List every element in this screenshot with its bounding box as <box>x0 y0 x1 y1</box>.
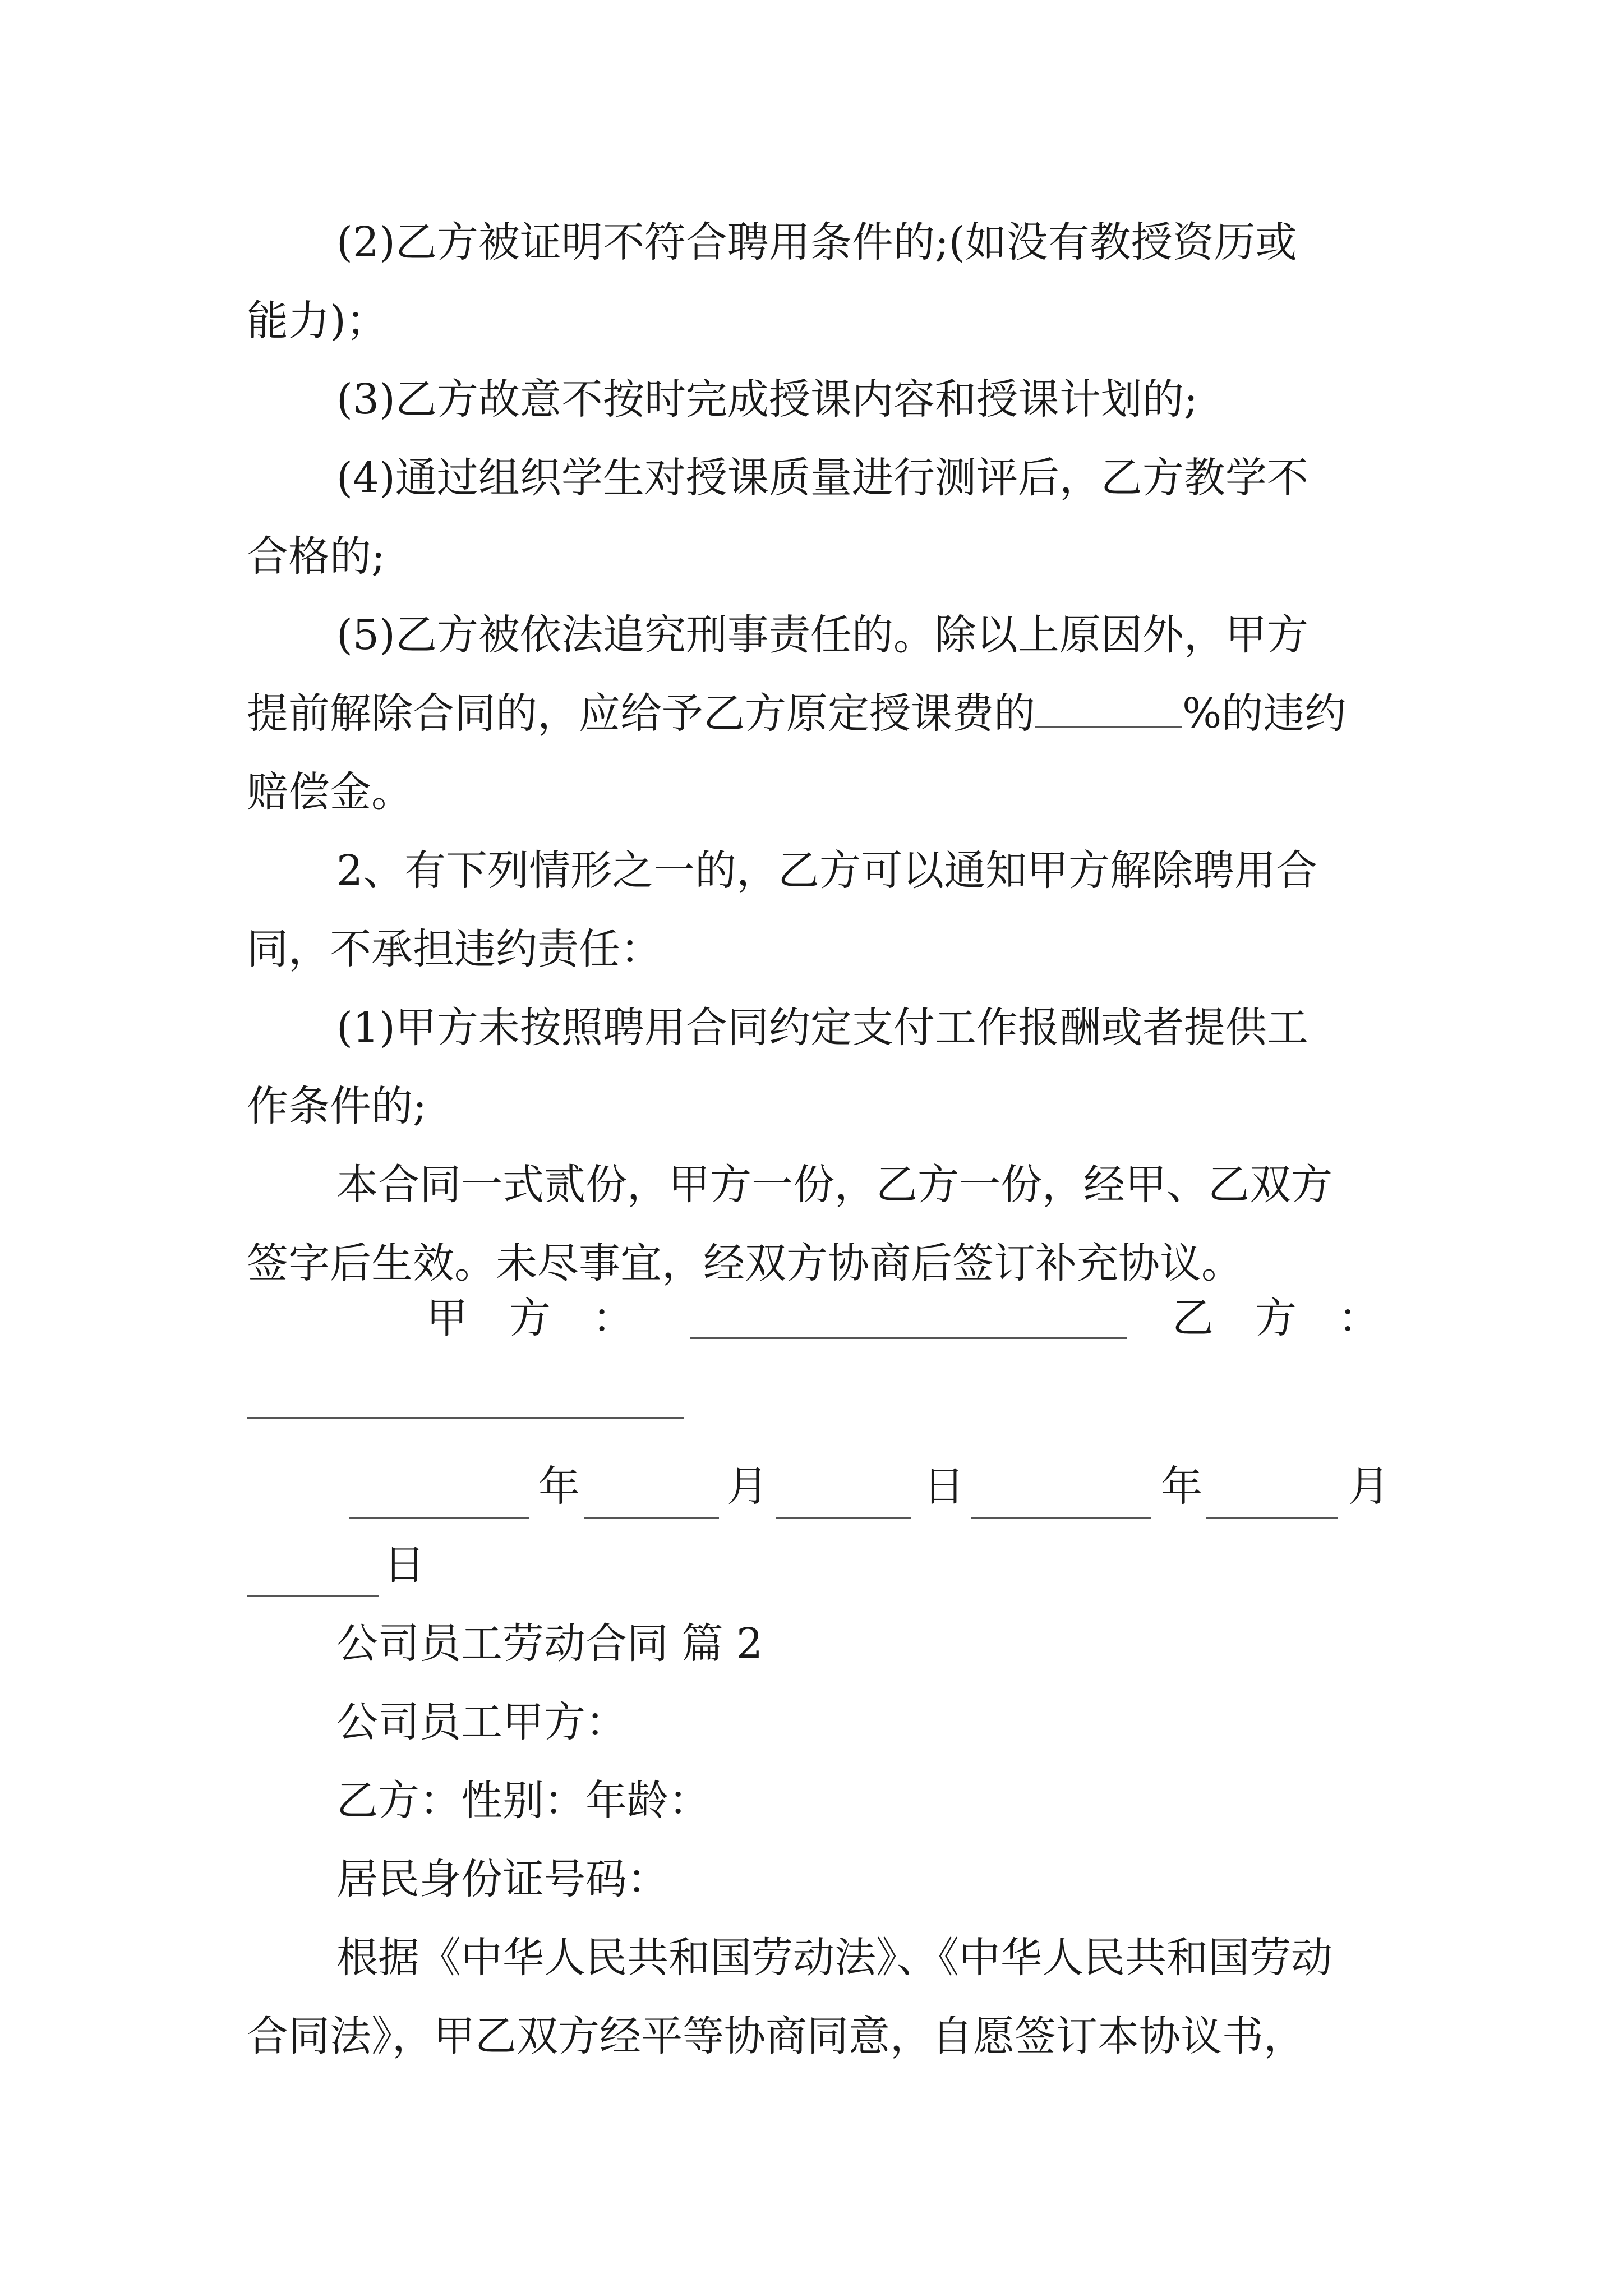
party-a-month-blank[interactable] <box>584 1469 719 1519</box>
clause-5-line-2-text: 提前解除合同的，应给予乙方原定授课费的 <box>247 689 1035 738</box>
party-a-day-label: 日 <box>923 1462 965 1511</box>
clause-4-line-2: 合格的; <box>247 532 385 581</box>
clause-5-line-3: 赔偿金。 <box>247 768 413 816</box>
id-number-line: 居民身份证号码： <box>336 1855 668 1903</box>
clause-5-line-2 <box>247 685 1346 742</box>
clause-5-line-1: (5)乙方被依法追究刑事责任的。除以上原因外，甲方 <box>336 611 1308 659</box>
party-b-label: 乙 方 ： <box>1172 1294 1380 1342</box>
party-a-year-blank[interactable] <box>349 1469 529 1519</box>
party-b-day-label: 日 <box>384 1541 425 1589</box>
copies-line-2: 签字后生效。未尽事宜，经双方协商后签订补充协议。 <box>247 1239 1243 1287</box>
clause-2-line-2: 能力)； <box>247 297 388 345</box>
party-b-day-blank[interactable] <box>247 1547 379 1597</box>
party-a-signature-line[interactable] <box>690 1289 1127 1339</box>
clause-5-line-2-tail: %的违约 <box>1182 689 1347 738</box>
party-a-year-label: 年 <box>538 1462 580 1511</box>
legal-basis-line-1: 根据《中华人民共和国劳动法》、《中华人民共和国劳动 <box>336 1934 1332 1982</box>
copies-line-1: 本合同一式贰份，甲方一份，乙方一份，经甲、乙双方 <box>336 1161 1332 1209</box>
article-2-line-2: 同，不承担违约责任： <box>247 925 662 973</box>
party-b-year-blank[interactable] <box>971 1469 1151 1519</box>
article-2-clause-1-line-2: 作条件的; <box>247 1082 427 1130</box>
party-a-label: 甲 方 ： <box>426 1294 634 1342</box>
percent-blank[interactable] <box>1035 685 1182 728</box>
party-b-month-blank[interactable] <box>1206 1469 1338 1519</box>
party-a-month-label: 月 <box>727 1462 768 1511</box>
party-b-month-label: 月 <box>1348 1462 1390 1511</box>
clause-3: (3)乙方故意不按时完成授课内容和授课计划的; <box>336 375 1198 424</box>
party-a-day-blank[interactable] <box>776 1469 911 1519</box>
employer-line: 公司员工甲方： <box>336 1698 627 1746</box>
section-2-heading: 公司员工劳动合同 篇 2 <box>336 1619 763 1668</box>
article-2-clause-1-line-1: (1)甲方未按照聘用合同约定支付工作报酬或者提供工 <box>336 1004 1308 1052</box>
clause-4-line-1: (4)通过组织学生对授课质量进行测评后，乙方教学不 <box>336 454 1308 502</box>
article-2-line-1: 2、有下列情形之一的，乙方可以通知甲方解除聘用合 <box>336 846 1318 895</box>
legal-basis-line-2: 合同法》，甲乙双方经平等协商同意，自愿签订本协议书， <box>247 2012 1305 2060</box>
clause-2-line-1: (2)乙方被证明不符合聘用条件的;(如没有教授资历或 <box>336 218 1297 266</box>
party-b-signature-line[interactable] <box>247 1369 684 1419</box>
party-b-year-label: 年 <box>1161 1462 1202 1511</box>
employee-line: 乙方：性别：年龄： <box>336 1777 710 1825</box>
